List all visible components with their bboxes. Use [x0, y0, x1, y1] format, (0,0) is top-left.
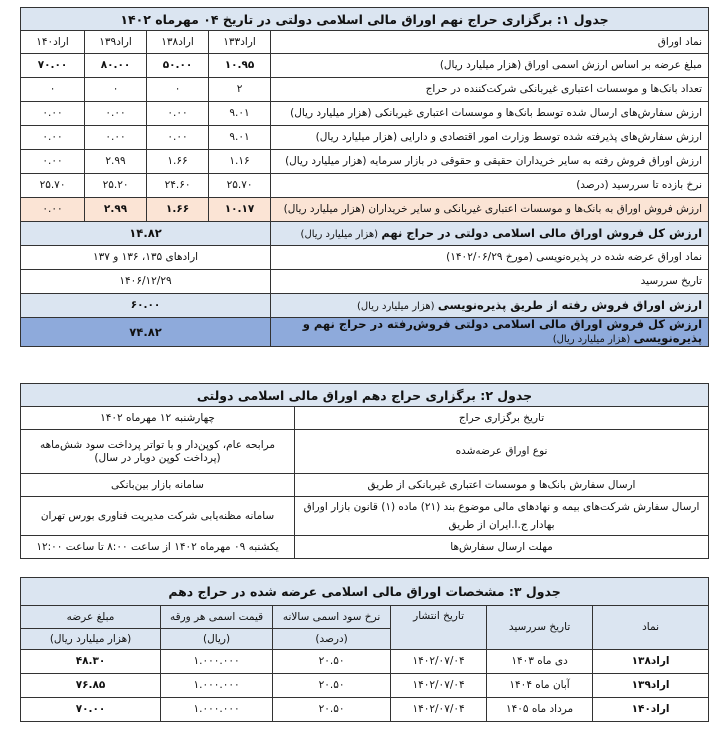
cell-value: ۲۵.۷۰: [209, 174, 271, 198]
underwriting-value: ۶۰.۰۰: [21, 294, 271, 318]
grand-total-label: ارزش کل فروش اوراق مالی اسلامی دولتی فروش‌رفته در حراج نهم و پذیره‌نویسی: [302, 317, 703, 345]
table-row: [21, 698, 709, 722]
row-label: [271, 222, 709, 246]
cell-value: ۰: [21, 78, 85, 102]
cell-value: ۰.۰۰: [147, 102, 209, 126]
row-label: [271, 318, 709, 347]
table3-title: جدول ۳: مشخصات اوراق مالی اسلامی عرضه شده در حراج دهم: [21, 578, 709, 606]
header-face: قیمت اسمی هر ورقه: [161, 606, 273, 629]
unit-label: (هزار میلیارد ریال): [357, 300, 435, 312]
unit-label: (هزار میلیارد ریال): [552, 334, 631, 345]
row-label: تاریخ برگزاری حراج: [295, 407, 709, 430]
header-symbol: نماد: [593, 606, 709, 650]
cell-value: ۱.۶۶: [147, 198, 209, 222]
cell-value: ۰.۰۰: [21, 102, 85, 126]
row-label: [271, 294, 709, 318]
cell-value: ۰.۰۰: [21, 198, 85, 222]
cell-face: ۱.۰۰۰.۰۰۰: [161, 650, 273, 674]
cell-rate: ۲۰.۵۰: [273, 698, 391, 722]
cell-value: ۲: [209, 78, 271, 102]
header-col: اراد۱۳۸: [147, 31, 209, 54]
table-row: [21, 270, 709, 294]
cell-issue-date: ۱۴۰۲/۰۷/۰۴: [391, 674, 487, 698]
total-ninth-label: ارزش کل فروش اوراق مالی اسلامی دولتی در حراج نهم: [381, 225, 703, 240]
header-col: اراد۱۳۳: [209, 31, 271, 54]
table-row: [21, 407, 709, 430]
header-label: نماد اوراق: [271, 31, 709, 54]
row-label: مبلغ عرضه بر اساس ارزش اسمی اوراق (هزار میلیارد ریال): [271, 54, 709, 78]
cell-symbol: اراد۱۳۹: [593, 674, 709, 698]
cell-value: مرابحه عام، کوپن‌دار و با تواتر پرداخت سود شش‌ماهه (پرداخت کوپن دوبار در سال): [21, 430, 295, 474]
cell-value: ۱۰.۹۵: [209, 54, 271, 78]
row-label: ارسال سفارش شرکت‌های بیمه و نهادهای مالی موضوع بند (۲۱) ماده (۱) قانون بازار اوراق بهادار ج.ا.ایران از طریق: [295, 497, 709, 536]
cell-value: ۰.۰۰: [85, 102, 147, 126]
cell-issue-date: ۱۴۰۲/۰۷/۰۴: [391, 650, 487, 674]
total-ninth-value: ۱۴.۸۲: [21, 222, 271, 246]
cell-face: ۱.۰۰۰.۰۰۰: [161, 698, 273, 722]
header-maturity: تاریخ سررسید: [487, 606, 593, 650]
row-label: مهلت ارسال سفارش‌ها: [295, 536, 709, 559]
total-ninth-row: [21, 222, 709, 246]
table-row: [21, 126, 709, 150]
cell-rate: ۲۰.۵۰: [273, 650, 391, 674]
cell-issue-date: ۱۴۰۲/۰۷/۰۴: [391, 698, 487, 722]
header-amount-unit: (هزار میلیارد ریال): [21, 629, 161, 650]
cell-value: سامانه مظنه‌یابی شرکت مدیریت فناوری بورس تهران: [21, 497, 295, 536]
cell-value: ۷۰.۰۰: [21, 54, 85, 78]
row-label: ارزش اوراق فروش رفته به سایر خریداران حقیقی و حقوقی در بازار سرمایه (هزار میلیارد ریال): [271, 150, 709, 174]
cell-value: ۰.۰۰: [85, 126, 147, 150]
unit-label: (هزار میلیارد ریال): [300, 228, 379, 240]
row-label: نماد اوراق عرضه شده در پذیره‌نویسی (مورخ ۱۴۰۲/۰۶/۲۹): [271, 246, 709, 270]
cell-value: ۱.۱۶: [209, 150, 271, 174]
cell-amount: ۷۶.۸۵: [21, 674, 161, 698]
cell-value: چهارشنبه ۱۲ مهرماه ۱۴۰۲: [21, 407, 295, 430]
cell-value: ۲.۹۹: [85, 198, 147, 222]
grand-total-value: ۷۴.۸۲: [21, 318, 271, 347]
header-col: اراد۱۳۹: [85, 31, 147, 54]
table1-title: جدول ۱: برگزاری حراج نهم اوراق مالی اسلامی دولتی در تاریخ ۰۴ مهرماه ۱۴۰۲: [21, 8, 709, 31]
cell-value: ۰: [147, 78, 209, 102]
cell-amount: ۴۸.۳۰: [21, 650, 161, 674]
table-row: [21, 536, 709, 559]
cell-maturity: دی ماه ۱۴۰۳: [487, 650, 593, 674]
table2-title: جدول ۲: برگزاری حراج دهم اوراق مالی اسلامی دولتی: [21, 384, 709, 407]
row-label: تعداد بانک‌ها و موسسات اعتباری غیربانکی شرکت‌کننده در حراج: [271, 78, 709, 102]
table-row: [21, 474, 709, 497]
underwriting-value-row: [21, 294, 709, 318]
cell-symbol: اراد۱۳۸: [593, 650, 709, 674]
grand-total-row: [21, 318, 709, 347]
table-row: [21, 246, 709, 270]
header-issue-date: تاریخ انتشار: [391, 606, 487, 650]
cell-value: ۲۴.۶۰: [147, 174, 209, 198]
cell-value: اراد‌های ۱۳۵، ۱۳۶ و ۱۳۷: [21, 246, 271, 270]
cell-value: ۰: [85, 78, 147, 102]
underwriting-value-label: ارزش اوراق فروش رفته از طریق پذیره‌نویسی: [437, 297, 703, 312]
row-label: ارسال سفارش بانک‌ها و موسسات اعتباری غیربانکی از طریق: [295, 474, 709, 497]
cell-value: سامانه بازار بین‌بانکی: [21, 474, 295, 497]
cell-value: ۱۴۰۶/۱۲/۲۹: [21, 270, 271, 294]
cell-value: ۲۵.۷۰: [21, 174, 85, 198]
cell-maturity: مرداد ماه ۱۴۰۵: [487, 698, 593, 722]
table-row: [21, 174, 709, 198]
cell-value: ۸۰.۰۰: [85, 54, 147, 78]
row-label: ارزش سفارش‌های پذیرفته شده توسط وزارت امور اقتصادی و دارایی (هزار میلیارد ریال): [271, 126, 709, 150]
header-rate-unit: (درصد): [273, 629, 391, 650]
header-amount: مبلغ عرضه: [21, 606, 161, 629]
header-rate: نرخ سود اسمی سالانه: [273, 606, 391, 629]
cell-face: ۱.۰۰۰.۰۰۰: [161, 674, 273, 698]
cell-amount: ۷۰.۰۰: [21, 698, 161, 722]
cell-value: ۰.۰۰: [21, 126, 85, 150]
cell-value: ۲.۹۹: [85, 150, 147, 174]
cell-value: ۰.۰۰: [147, 126, 209, 150]
table-row: [21, 497, 709, 536]
cell-rate: ۲۰.۵۰: [273, 674, 391, 698]
table-tenth-auction-bonds: [20, 577, 709, 722]
row-label: نرخ بازده تا سررسید (درصد): [271, 174, 709, 198]
cell-value: ۲۵.۲۰: [85, 174, 147, 198]
cell-value: ۹.۰۱: [209, 102, 271, 126]
cell-value: ۱۰.۱۷: [209, 198, 271, 222]
cell-value: ۹.۰۱: [209, 126, 271, 150]
highlight-row: [21, 198, 709, 222]
table-row: [21, 674, 709, 698]
cell-value: ۱.۶۶: [147, 150, 209, 174]
cell-value: ۰.۰۰: [21, 150, 85, 174]
table-row: [21, 78, 709, 102]
table-row: [21, 102, 709, 126]
table-row: [21, 54, 709, 78]
row-label: ارزش سفارش‌های ارسال شده توسط بانک‌ها و موسسات اعتباری غیربانکی (هزار میلیارد ریال): [271, 102, 709, 126]
header-face-unit: (ریال): [161, 629, 273, 650]
row-label: ارزش فروش اوراق به بانک‌ها و موسسات اعتباری غیربانکی و سایر خریداران (هزار میلیارد ریال): [271, 198, 709, 222]
table-row: [21, 430, 709, 474]
row-label: تاریخ سررسید: [271, 270, 709, 294]
cell-value: ۵۰.۰۰: [147, 54, 209, 78]
table-row: [21, 650, 709, 674]
cell-maturity: آبان ماه ۱۴۰۴: [487, 674, 593, 698]
cell-symbol: اراد۱۴۰: [593, 698, 709, 722]
header-col: اراد۱۴۰: [21, 31, 85, 54]
table-ninth-auction: [20, 7, 709, 347]
table-row: [21, 150, 709, 174]
row-label: نوع اوراق عرضه‌شده: [295, 430, 709, 474]
table-tenth-auction: [20, 383, 709, 559]
cell-value: یکشنبه ۰۹ مهرماه ۱۴۰۲ از ساعت ۸:۰۰ تا ساعت ۱۲:۰۰: [21, 536, 295, 559]
